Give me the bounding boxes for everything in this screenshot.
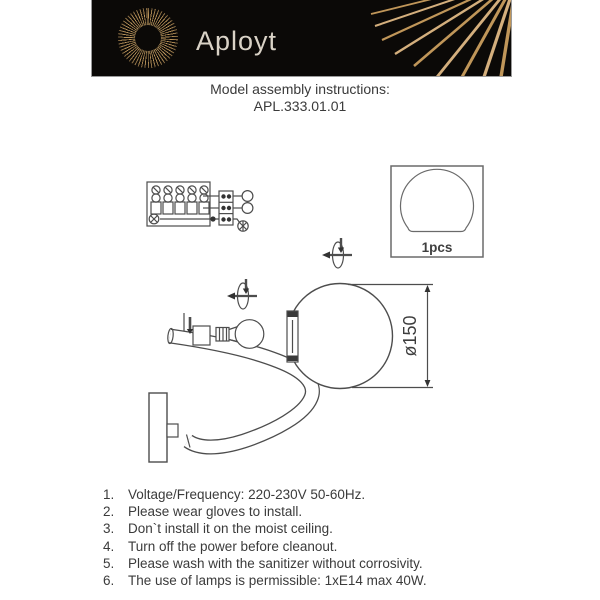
item-number: 4. (103, 538, 115, 554)
item-text: Please wash with the sanitizer without corrosivity. (128, 555, 423, 571)
item-text: Don`t install it on the moist ceiling. (128, 521, 333, 537)
instruction-item (103, 538, 523, 555)
item-text: Please wear gloves to install. (128, 504, 303, 520)
title-block (0, 81, 600, 115)
screw-icon-upper (322, 238, 352, 268)
diameter-label: ø150 (400, 315, 420, 357)
brand-name: Aployt (196, 26, 278, 56)
item-number: 5. (103, 555, 115, 571)
terminal-block (160, 191, 253, 232)
assembly-diagram (90, 152, 510, 485)
page-title: Model assembly instructions: (210, 81, 390, 97)
shade-outline (401, 169, 474, 231)
item-text: Turn off the power before cleanout. (128, 538, 338, 554)
instruction-item (103, 503, 523, 520)
parts-box (391, 166, 483, 257)
glass-sphere (287, 284, 393, 389)
item-text: The use of lamps is permissible: 1xE14 max 40W. (128, 573, 427, 589)
item-number: 2. (103, 504, 115, 520)
instruction-item (103, 486, 523, 503)
sphere-bracket (287, 311, 298, 362)
wall-mount (149, 393, 178, 462)
item-number: 6. (103, 573, 115, 589)
screw-icon-lower (227, 279, 257, 309)
instruction-item (103, 572, 523, 589)
instruction-item (103, 520, 523, 537)
starburst-logo-icon (118, 8, 178, 68)
instruction-item (103, 555, 523, 572)
item-number: 3. (103, 521, 115, 537)
item-number: 1. (103, 487, 115, 502)
brand-banner (91, 0, 512, 77)
instruction-list (103, 486, 523, 589)
gold-rays-icon (366, 0, 511, 77)
model-number: APL.333.01.01 (253, 98, 347, 114)
parts-count-label: 1pcs (421, 240, 453, 255)
item-text: Voltage/Frequency: 220-230V 50-60Hz. (128, 487, 366, 502)
